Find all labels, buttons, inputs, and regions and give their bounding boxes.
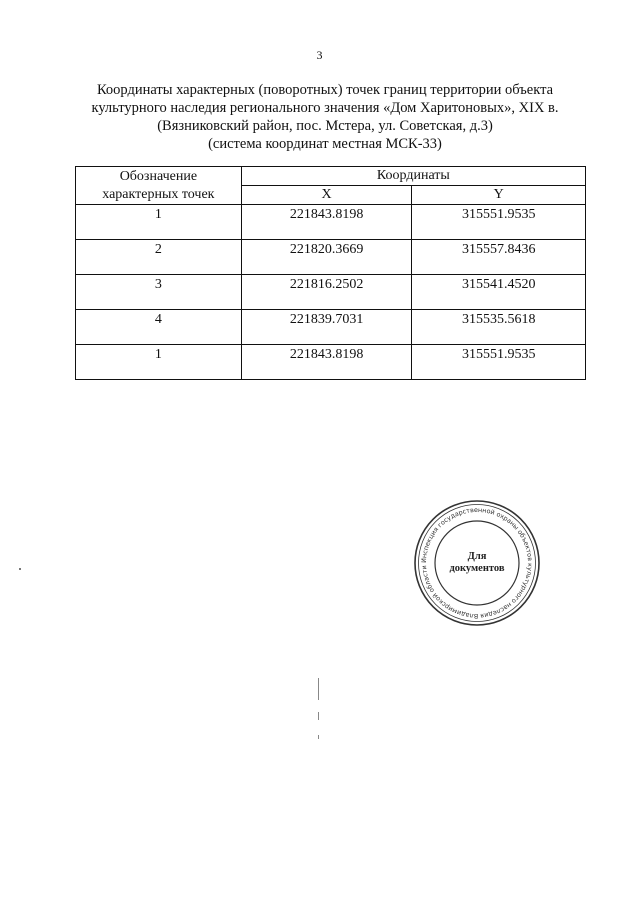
table-row — [76, 275, 586, 310]
title-line-1: Координаты характерных (поворотных) точек границ территории объекта — [96, 82, 554, 98]
document-title — [60, 81, 590, 153]
coordinates-table — [75, 166, 586, 380]
cell-x: 221843.8198 — [241, 205, 412, 240]
table-row — [76, 345, 586, 380]
header-point-line-2: характерных точек — [102, 186, 215, 202]
header-y: Y — [412, 186, 586, 205]
cell-point: 3 — [76, 275, 242, 310]
header-x: X — [241, 186, 412, 205]
cell-y: 315551.9535 — [412, 345, 586, 380]
table-row — [76, 240, 586, 275]
cell-x: 221839.7031 — [241, 310, 412, 345]
cell-y: 315541.4520 — [412, 275, 586, 310]
cell-point: 4 — [76, 310, 242, 345]
cell-point: 1 — [76, 205, 242, 240]
seal-stamp — [412, 498, 542, 628]
fold-mark — [318, 735, 319, 739]
header-coordinates: Координаты — [241, 167, 585, 186]
seal-center-line-2: документов — [449, 563, 505, 574]
scan-speck — [19, 568, 21, 570]
cell-y: 315535.5618 — [412, 310, 586, 345]
table-row — [76, 310, 586, 345]
header-point-line-1: Обозначение — [119, 168, 198, 184]
seal-ring-text: Инспекция государственной охраны объектов культурного наследия Владимирской области — [419, 505, 535, 621]
cell-x: 221820.3669 — [241, 240, 412, 275]
title-line-3: (Вязниковский район, пос. Мстера, ул. Советская, д.3) — [157, 118, 493, 134]
cell-y: 315551.9535 — [412, 205, 586, 240]
cell-point: 2 — [76, 240, 242, 275]
page-number: 3 — [316, 48, 323, 62]
seal-center-line-1: Для — [467, 551, 487, 562]
title-line-2: культурного наследия регионального значения «Дом Харитоновых», XIX в. — [91, 100, 559, 116]
header-point-designation — [76, 167, 242, 205]
table-row — [76, 205, 586, 240]
cell-point: 1 — [76, 345, 242, 380]
cell-x: 221816.2502 — [241, 275, 412, 310]
cell-y: 315557.8436 — [412, 240, 586, 275]
seal-center-text — [412, 498, 542, 628]
title-line-4: (система координат местная МСК-33) — [208, 136, 442, 152]
fold-mark — [318, 678, 319, 700]
cell-x: 221843.8198 — [241, 345, 412, 380]
fold-mark — [318, 712, 319, 720]
